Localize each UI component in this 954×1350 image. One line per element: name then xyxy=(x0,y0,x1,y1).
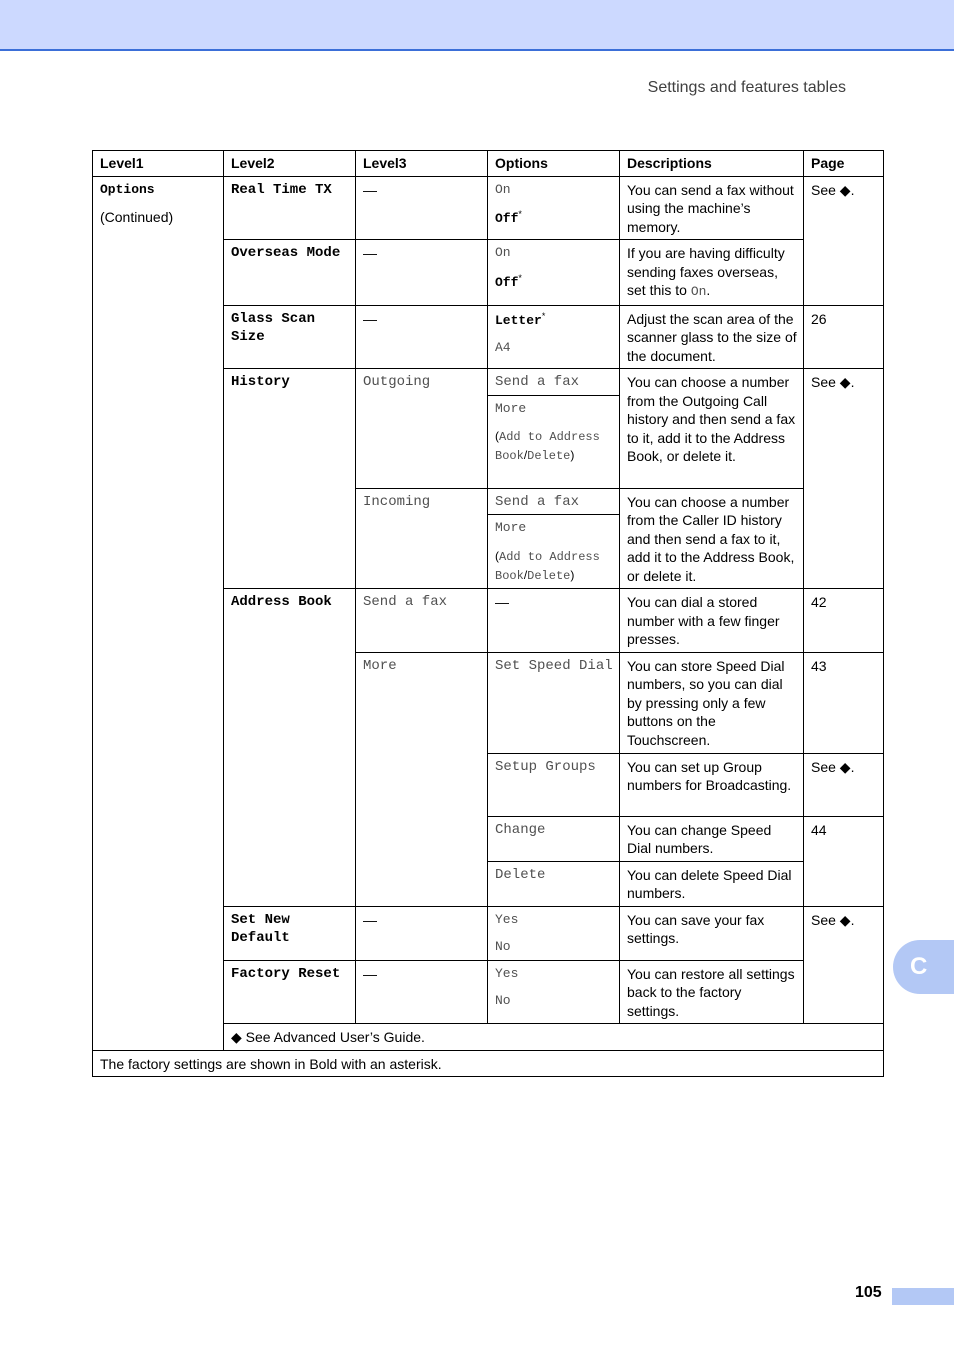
option-change: Change xyxy=(488,816,620,861)
option-set-speed-dial: Set Speed Dial xyxy=(488,652,620,753)
description-cell: You can restore all settings back to the factory settings. xyxy=(620,960,804,1024)
option-no: No xyxy=(495,939,511,954)
level2-address-book: Address Book xyxy=(224,589,356,907)
option-send-a-fax: Send a fax xyxy=(488,369,620,396)
description-code: On xyxy=(690,284,707,299)
page-ref: 42 xyxy=(804,589,884,653)
level3-dash: — xyxy=(356,960,488,1024)
description-cell: You can store Speed Dial numbers, so you can dial by pressing only a few buttons on the Touchscreen. xyxy=(620,652,804,753)
option-no: No xyxy=(495,993,511,1008)
option-yes: Yes xyxy=(495,965,519,981)
asterisk: * xyxy=(518,272,522,283)
option-more: More xyxy=(495,400,527,416)
options-cell: More (Add to Address Book/Delete) xyxy=(488,395,620,488)
options-cell xyxy=(488,305,620,369)
description-cell: You can change Speed Dial numbers. xyxy=(620,816,804,861)
page-ref: 43 xyxy=(804,652,884,753)
page-ref: 26 xyxy=(804,305,884,369)
col-header-level1: Level1 xyxy=(93,151,224,177)
description-cell: Adjust the scan area of the scanner glass to the size of the document. xyxy=(620,305,804,369)
options-cell xyxy=(488,240,620,306)
page-ref: See ◆. xyxy=(804,369,884,589)
page-header-title: Settings and features tables xyxy=(647,79,846,96)
option-more: More xyxy=(495,520,527,535)
option-add-to-address-book: Add to Address Book xyxy=(495,549,600,583)
option-on: On xyxy=(495,181,511,197)
options-cell xyxy=(488,906,620,960)
description-cell: You can choose a number from the Caller ID history and then send a fax to it, add it to the Address Book, or delete it. xyxy=(620,488,804,589)
col-header-page: Page xyxy=(804,151,884,177)
option-setup-groups: Setup Groups xyxy=(488,753,620,816)
level2-overseas-mode: Overseas Mode xyxy=(224,240,356,306)
level2-set-new-default: Set New Default xyxy=(224,906,356,960)
page-ref: See ◆. xyxy=(804,176,884,305)
level1-continued: (Continued) xyxy=(100,209,174,225)
col-header-descriptions: Descriptions xyxy=(620,151,804,177)
footer-bar xyxy=(892,1288,954,1305)
options-cell xyxy=(488,960,620,1024)
col-header-level2: Level2 xyxy=(224,151,356,177)
level2-history: History xyxy=(224,369,356,589)
settings-table xyxy=(92,150,884,1077)
option-delete: Delete xyxy=(527,449,571,463)
level1-label: Options xyxy=(100,181,155,197)
option-off-default: Off xyxy=(495,274,519,290)
description-cell: You can delete Speed Dial numbers. xyxy=(620,861,804,906)
description-cell: You can send a fax without using the machine’s memory. xyxy=(620,176,804,240)
options-cell: More (Add to Address Book/Delete) xyxy=(488,515,620,589)
top-band xyxy=(0,0,954,51)
description-cell: You can choose a number from the Outgoing Call history and then send a fax to it, add it to the Address Book, or delete it. xyxy=(620,369,804,489)
level3-dash: — xyxy=(356,906,488,960)
level3-send-a-fax: Send a fax xyxy=(356,589,488,653)
option-send-a-fax: Send a fax xyxy=(488,488,620,515)
option-delete: Delete xyxy=(488,861,620,906)
option-off-default: Off xyxy=(495,211,519,226)
page-number: 105 xyxy=(855,1284,882,1301)
col-header-level3: Level3 xyxy=(356,151,488,177)
option-on: On xyxy=(495,245,511,260)
level2-real-time-tx: Real Time TX xyxy=(224,176,356,240)
appendix-tab-c xyxy=(893,940,954,994)
asterisk: * xyxy=(518,209,522,219)
option-a4: A4 xyxy=(495,340,511,355)
option-add-to-address-book: Add to Address Book xyxy=(495,430,600,463)
level2-factory-reset: Factory Reset xyxy=(224,960,356,1024)
option-yes: Yes xyxy=(495,911,519,927)
asterisk: * xyxy=(541,310,546,321)
option-letter-default: Letter xyxy=(495,312,542,328)
note-advanced-guide: ◆ See Advanced User’s Guide. xyxy=(224,1024,884,1051)
option-delete: Delete xyxy=(527,568,571,583)
description-suffix: . xyxy=(706,282,711,298)
level3-dash: — xyxy=(356,240,488,306)
col-header-options: Options xyxy=(488,151,620,177)
description-text: If you are having difficulty sending faxes overseas, set this to xyxy=(627,245,785,298)
level2-glass-scan-size: Glass Scan Size xyxy=(224,305,356,369)
options-cell xyxy=(488,176,620,240)
page-ref: See ◆. xyxy=(804,753,884,816)
level3-more: More xyxy=(356,652,488,906)
page-ref: 44 xyxy=(804,816,884,906)
table-header-row xyxy=(93,151,884,177)
option-dash: — xyxy=(488,589,620,653)
level1-cell xyxy=(93,176,224,1050)
note-row xyxy=(93,1050,884,1077)
page-ref: See ◆. xyxy=(804,906,884,1024)
appendix-tab-label: C xyxy=(910,953,928,980)
description-cell xyxy=(620,240,804,306)
level3-dash: — xyxy=(356,305,488,369)
level3-incoming: Incoming xyxy=(356,488,488,589)
description-cell: You can set up Group numbers for Broadcasting. xyxy=(620,753,804,816)
description-cell: You can save your fax settings. xyxy=(620,906,804,960)
level3-outgoing: Outgoing xyxy=(356,369,488,489)
level3-dash: — xyxy=(356,176,488,240)
note-factory-settings: The factory settings are shown in Bold with an asterisk. xyxy=(93,1050,884,1077)
table-row xyxy=(93,176,884,240)
description-cell: You can dial a stored number with a few finger presses. xyxy=(620,589,804,653)
